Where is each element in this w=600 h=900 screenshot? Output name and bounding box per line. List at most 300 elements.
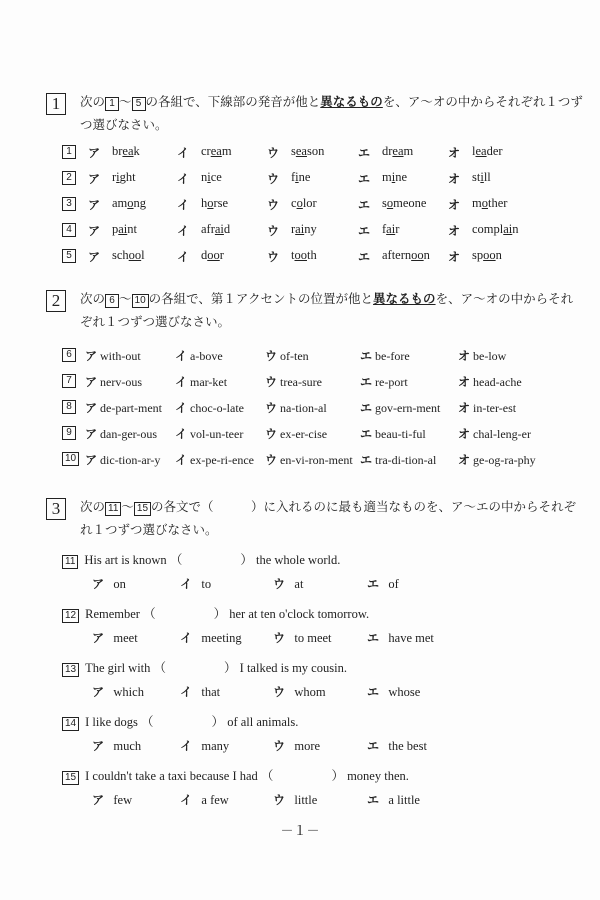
option-label: イ [177,146,190,160]
option-word [291,196,317,211]
choices-row [92,683,512,701]
option-label: エ [358,146,371,160]
option-word [382,222,399,237]
question-row [62,399,592,417]
option-word: a-bove [190,349,223,363]
underlined-part: oo [294,248,307,262]
question-box: 8 [62,400,76,414]
option-word: which [113,685,144,699]
option-label: ア [85,375,98,389]
option-label: ウ [273,739,286,753]
option-word [201,248,224,263]
option [175,347,223,364]
question-sentence [62,604,369,623]
underlined-part: ai [118,222,128,236]
option-label: オ [458,427,471,441]
option-word [201,170,222,185]
question-box: 15 [62,771,79,785]
question-sentence [62,658,347,677]
word-part: der [486,144,503,158]
option-word: en-vi-ron-ment [280,453,353,467]
option-label: ア [88,172,101,186]
option-word: gov-ern-ment [375,401,441,415]
option [265,399,327,416]
option-word: much [113,739,142,753]
option-label: ア [88,224,101,238]
word-part: h [201,196,208,210]
option [92,737,141,754]
option-word: few [113,793,133,807]
option-label: ア [85,401,98,415]
question-box: 6 [105,294,119,308]
sentence-before: His art is known [84,553,167,567]
option-label: オ [448,172,461,186]
option [265,425,327,442]
question-sentence [62,550,340,569]
option [273,791,317,808]
sentence-before: Remember [85,607,140,621]
word-part: l [472,144,476,158]
sentence-before: I like dogs [85,715,138,729]
underlined-part: oo [483,248,496,262]
question-box: 10 [132,294,149,308]
close-paren: ） [331,768,344,783]
word-part: t [291,248,295,262]
option-word: in-ter-est [473,401,517,415]
word-part: sp [472,248,484,262]
option-label: ウ [265,427,278,441]
question-box: 5 [62,249,76,263]
word-part: n [423,248,430,262]
option [92,629,138,646]
option-label: イ [177,250,190,264]
word-part: ce [210,170,222,184]
option [85,347,141,364]
word-part: n [512,222,519,236]
option-label: ア [92,793,105,807]
option-word: many [201,739,230,753]
close-paren: ） [211,714,225,729]
option-word [291,248,317,263]
option-label: ウ [267,172,280,186]
question-row [62,347,592,365]
sentence-before: I couldn't take a taxi because I had [85,769,258,783]
option-word [112,170,136,185]
option-label: エ [358,224,371,238]
option-word: re-port [375,375,408,389]
option-label: ウ [265,401,278,415]
page-number: －１－ [280,823,320,838]
option-label: イ [177,172,190,186]
option-word: beau-ti-ful [375,427,426,441]
option-word: dan-ger-ous [100,427,158,441]
underlined-part: ea [210,144,222,158]
underlined-part: oo [411,248,424,262]
word-part: ny [304,222,317,236]
word-part: ne [395,170,408,184]
word-part: ll [483,170,491,184]
option-label: エ [367,739,380,753]
option-label: イ [180,577,193,591]
instruction-text: の各組で、下線部の発音が他と [145,95,321,109]
option [175,373,227,390]
option-label: イ [180,793,193,807]
open-paren: （ [260,768,274,783]
option-word: be-low [473,349,507,363]
option-word [291,170,310,185]
section-instruction [80,288,585,334]
word-part: d [223,222,231,236]
option-label: ウ [267,198,280,212]
question-box: 4 [62,223,76,237]
word-part: afr [201,222,215,236]
option-word: trea-sure [280,375,322,389]
question-box: 5 [132,97,146,111]
word-part: n [201,170,208,184]
option-label: イ [175,453,188,467]
close-paren: ） [224,660,237,675]
word-part: f [382,222,387,236]
underlined-part: oo [207,248,220,262]
instruction-text: を、ア～オの中からそれぞれ１つずつ選びなさい。 [80,95,583,132]
option-label: イ [175,401,188,415]
option [273,575,303,592]
option-word: on [113,577,126,591]
word-part: cr [201,144,211,158]
option-label: ウ [273,793,286,807]
word-part: s [291,144,296,158]
option-word: that [201,685,221,699]
option-label: ウ [265,375,278,389]
option [180,575,211,592]
option-label: エ [360,375,373,389]
question-box: 14 [62,717,79,731]
option [273,683,326,700]
option-label: ア [92,685,105,699]
option [367,791,420,808]
option-word: na-tion-al [280,401,327,415]
option-word: vol-un-teer [190,427,244,441]
close-paren: ） [213,606,227,621]
option-word [472,170,491,185]
option-label: ウ [267,250,280,264]
option-word: head-ache [473,375,522,389]
option-word: mar-ket [190,375,228,389]
option [367,575,399,592]
option [367,683,420,700]
word-part: br [112,144,123,158]
open-paren: （ [153,660,167,675]
option [85,399,162,416]
option-label: エ [367,577,380,591]
option-word [201,222,230,237]
word-part: ne [298,170,311,184]
word-part: th [306,248,317,262]
open-paren: （ [143,606,156,621]
open-paren: （ [141,714,154,729]
option-label: ア [88,250,101,264]
option-label: オ [448,224,461,238]
underlined-part: i [391,170,396,184]
emphasis-text: 異なるもの [373,292,436,306]
underlined-part: ea [295,144,307,158]
word-part: r [291,222,296,236]
instruction-text: 次の [80,292,106,306]
question-box: 9 [62,426,76,440]
option-word: be-fore [375,349,410,363]
question-row [62,425,592,443]
sentence-after: the whole world. [255,553,341,567]
instruction-text: を、ア～オの中からそれぞれ１つずつ選びなさい。 [80,292,574,329]
option [360,425,426,442]
question-row [62,373,592,391]
option-label: ウ [267,224,280,238]
option-label: エ [367,793,380,807]
question-sentence [62,712,298,731]
word-part: compl [472,222,504,236]
option-word: to meet [294,631,332,645]
option-label: オ [448,250,461,264]
choices-row [92,629,512,647]
option-word: at [294,577,304,591]
option [175,425,243,442]
option [458,451,536,468]
option-word [112,248,145,263]
option-label: ウ [265,453,278,467]
option-word [201,144,232,159]
option [92,683,144,700]
option-label: エ [360,453,373,467]
option-label: ウ [273,631,286,645]
question-row [62,170,592,188]
word-part: ght [119,170,136,184]
word-part: son [306,144,325,158]
option-label: イ [180,685,193,699]
option-word [472,222,519,237]
option [92,791,132,808]
question-box: 10 [62,452,79,466]
option-label: ウ [265,349,278,363]
tilde: ～ [119,292,132,306]
option-word [112,222,137,237]
word-part: nt [127,222,138,236]
option-word: little [294,793,318,807]
option-word: to [201,577,212,591]
word-part: r [395,222,400,236]
instruction-text: の各組で、第１アクセントの位置が他と [148,292,374,306]
section-number: 3 [46,498,66,520]
option-word: the best [388,739,427,753]
option-word: chal-leng-er [473,427,531,441]
underlined-part: i [480,170,484,184]
option [180,737,229,754]
option [180,629,242,646]
option [458,425,531,442]
word-part: ther [487,196,508,210]
option-word: whom [294,685,326,699]
option-label: ア [92,739,105,753]
underlined-part: ea [392,144,404,158]
option-word [382,248,430,263]
option-label: イ [177,198,190,212]
option-word [112,196,146,211]
option [92,575,126,592]
word-part: s [382,196,387,210]
sentence-after: money then. [347,769,409,783]
option [180,791,229,808]
question-row [62,248,592,266]
option [360,347,410,364]
word-part: aftern [382,248,412,262]
question-box: 1 [62,145,76,159]
option-label: オ [458,375,471,389]
option-label: エ [360,349,373,363]
underlined-part: o [127,196,134,210]
option-label: イ [175,349,188,363]
instruction-text: の各文で（ ）に入れるのに最も適当なものを、ア～エの中からそれぞれ１つずつ選びなさい。 [80,500,577,537]
word-part: sch [112,248,129,262]
option-label: ア [85,453,98,467]
option [458,399,516,416]
underlined-part: i [207,170,211,184]
word-part: am [112,196,128,210]
option-label: オ [458,349,471,363]
word-part: r [219,248,224,262]
sentence-after: her at ten o'clock tomorrow. [229,607,370,621]
option-label: エ [367,631,380,645]
option [175,399,244,416]
option-label: エ [358,172,371,186]
option-label: イ [175,375,188,389]
option-label: エ [360,427,373,441]
instruction-text: 次の [80,500,106,514]
tilde: ～ [119,95,132,109]
question-row [62,222,592,240]
option-label: エ [358,250,371,264]
section-number: 1 [46,93,66,115]
option-label: ウ [273,577,286,591]
word-part: rse [213,196,229,210]
option-label: エ [360,401,373,415]
option-word [382,196,426,211]
question-box: 13 [62,663,79,677]
underlined-part: o [386,196,394,210]
option-word: de-part-ment [100,401,162,415]
underlined-part: ai [503,222,513,236]
underlined-part: ai [386,222,396,236]
option-word: with-out [100,349,141,363]
word-part: ng [133,196,147,210]
option-label: オ [448,198,461,212]
sentence-before: The girl with [85,661,151,675]
option-label: オ [458,453,471,467]
word-part: n [495,248,502,262]
option [273,737,320,754]
option-label: オ [458,401,471,415]
close-paren: ） [240,552,253,567]
section-number: 2 [46,290,66,312]
word-part: f [291,170,296,184]
option-word [472,144,503,159]
question-box: 11 [62,555,78,569]
option-word: a few [201,793,229,807]
question-row [62,451,592,469]
option-label: エ [367,685,380,699]
option-word: of-ten [280,349,309,363]
sentence-after: of all animals. [227,715,299,729]
option [265,373,322,390]
word-part: d [201,248,208,262]
option-word: whose [388,685,421,699]
option-word: dic-tion-ar-y [100,453,161,467]
option-label: イ [175,427,188,441]
question-box: 3 [62,197,76,211]
question-sentence [62,766,409,785]
option-word: ex-er-cise [280,427,328,441]
word-part: st [472,170,481,184]
instruction-text: 次の [80,95,106,109]
underlined-part: o [481,196,488,210]
question-box: 11 [105,502,121,516]
option-word: more [294,739,321,753]
choices-row [92,575,512,593]
option-word [291,144,324,159]
option [180,683,220,700]
word-part: m [221,144,232,158]
option-word: ge-og-ra-phy [473,453,536,467]
option-word: ex-pe-ri-ence [190,453,254,467]
question-box: 7 [62,374,76,388]
option [85,425,157,442]
question-box: 15 [134,502,151,516]
option [360,399,440,416]
option [273,629,332,646]
word-part: k [133,144,140,158]
option [265,451,353,468]
word-part: lor [302,196,317,210]
option-label: ア [92,631,105,645]
option-label: ア [85,349,98,363]
option-label: ウ [267,146,280,160]
choices-row [92,737,512,755]
option-word [472,196,507,211]
underlined-part: i [116,170,120,184]
option-word: tra-di-tion-al [375,453,437,467]
word-part: l [141,248,145,262]
option-word [201,196,228,211]
option-word: choc-o-late [190,401,244,415]
question-box: 6 [62,348,76,362]
option [458,373,522,390]
word-part: meone [393,196,427,210]
underlined-part: ea [122,144,134,158]
emphasis-text: 異なるもの [320,95,383,109]
option-label: ア [85,427,98,441]
option-label: イ [180,739,193,753]
option-label: イ [177,224,190,238]
option [458,347,506,364]
word-part: m [472,196,482,210]
option [367,737,427,754]
question-row [62,144,592,162]
word-part: p [112,222,119,236]
option-word [382,144,413,159]
question-box: 1 [105,97,119,111]
question-box: 12 [62,609,79,623]
underlined-part: o [296,196,303,210]
option-word: nerv-ous [100,375,143,389]
option-label: エ [358,198,371,212]
